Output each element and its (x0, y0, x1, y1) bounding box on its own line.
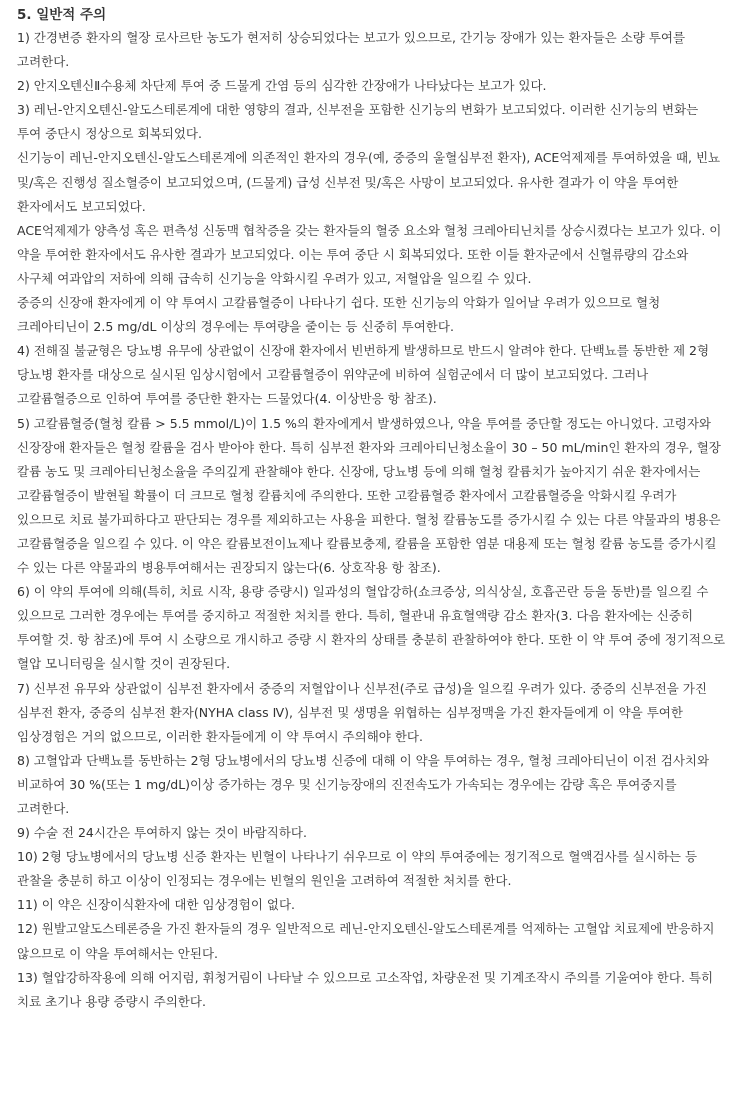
paragraph-7-heart-failure: 7) 신부전 유무와 상관없이 심부전 환자에서 중증의 저혈압이나 신부전(주로 급성)을 일으킬 우려가 있다. 중증의 신부전을 가진 심부전 환자, 중증의 심부전 환자(NYHA class Ⅳ), 심부전 및 생명을 위협하는 심부정맥을 가진 환자들에게 이 약을 투여한 임상경험은 거의 없으므로, 이러한 환자들에게 이 약 투여시 주의해야 한다. (17, 680, 707, 744)
paragraph-3-renal-artery-stenosis: ACE억제제가 양측성 혹은 편측성 신동맥 협착증을 갖는 환자들의 혈중 요소와 혈청 크레아티닌치를 상승시켰다는 보고가 있다. 이 약을 투여한 환자에서도 유사한 결과가 보고되었다. 이는 투여 중단 시 회복되었다. 또한 이들 환자군에서 신혈류량의 감소와 사구체 여과압의 저하에 의해 급속히 신기능을 악화시킬 우려가 있고, 저혈압을 일으킬 수 있다. (17, 222, 722, 286)
paragraph-3-raas-dependent: 신기능이 레닌-안지오텐신-알도스테론계에 의존적인 환자의 경우(예, 중증의 울혈심부전 환자), ACE억제제를 투여하였을 때, 빈뇨 및/혹은 진행성 질소혈증이 보고되었으며, (드물게) 급성 신부전 및/혹은 사망이 보고되었다. 유사한 결과가 이 약을 투여한 환자에서도 보고되었다. (17, 150, 721, 214)
paragraph-2-liver-injury: 2) 안지오텐신Ⅱ수용체 차단제 투여 중 드물게 간염 등의 심각한 간장애가 나타났다는 보고가 있다. (17, 78, 547, 94)
paragraph-9-surgery: 9) 수술 전 24시간은 투여하지 않는 것이 바람직하다. (17, 825, 307, 841)
paragraph-11-transplant: 11) 이 약은 신장이식환자에 대한 임상경험이 없다. (17, 897, 296, 913)
section-heading: 5. 일반적 주의 (17, 7, 107, 23)
paragraph-6-hypotension: 6) 이 약의 투여에 의해(특히, 치료 시작, 용량 증량시) 일과성의 혈압강하(쇼크증상, 의식상실, 호흡곤란 등을 동반)를 일으킬 수 있으므로 그러한 경우에는 투여를 중지하고 적절한 처치를 한다. 특히, 혈관내 유효혈액량 감소 환자(3. 다음 환자에는 신중히 투여할 것. 항 참조)에 투여 시 소량으로 개시하고 증량 시 환자의 상태를 충분히 관찰하여야 한다. 또한 이 약 투여 중에 정기적으로 혈압 모니터링을 실시할 것이 권장된다. (17, 584, 726, 672)
paragraph-4-electrolyte: 4) 전해질 불균형은 당뇨병 유무에 상관없이 신장애 환자에서 빈번하게 발생하므로 반드시 알려야 한다. 단백뇨를 동반한 제 2형 당뇨병 환자를 대상으로 실시된 임상시험에서 고칼륨혈증이 위약군에 비하여 실험군에서 더 많이 보고되었다. 그러나 고칼륨혈증으로 인하여 투여를 중단한 환자는 드물었다(4. 이상반응 항 참조). (17, 343, 710, 407)
paragraph-13-dizziness: 13) 혈압강하작용에 의해 어지럼, 휘청거림이 나타날 수 있으므로 고소작업, 차량운전 및 기계조작시 주의를 기울여야 한다. 특히 치료 초기나 용량 증량시 주의한다. (17, 969, 714, 1009)
paragraph-10-anemia: 10) 2형 당뇨병에서의 당뇨병 신증 환자는 빈혈이 나타나기 쉬우므로 이 약의 투여중에는 정기적으로 혈액검사를 실시하는 등 관찰을 충분히 하고 이상이 인정되는 경우에는 빈혈의 원인을 고려하여 적절한 처치를 한다. (17, 849, 698, 889)
paragraph-8-diabetic-nephropathy: 8) 고혈압과 단백뇨를 동반하는 2형 당뇨병에서의 당뇨병 신증에 대해 이 약을 투여하는 경우, 혈청 크레아티닌이 이전 검사치와 비교하여 30 %(또는 1 mg/dL)이상 증가하는 경우 및 신기능장애의 진전속도가 가속되는 경우에는 감량 혹은 투여중지를 고려한다. (17, 752, 710, 816)
paragraph-1-hepatic: 1) 간경변증 환자의 혈장 로사르탄 농도가 현저히 상승되었다는 보고가 있으므로, 간기능 장애가 있는 환자들은 소량 투여를 고려한다. (17, 30, 686, 70)
paragraph-3-severe-renal-impairment: 중증의 신장애 환자에게 이 약 투여시 고칼륨혈증이 나타나기 쉽다. 또한 신기능의 악화가 일어날 우려가 있으므로 혈청 크레아티닌이 2.5 mg/dL 이상의 경우에는 투여량을 줄이는 등 신중히 투여한다. (17, 295, 661, 335)
paragraph-5-hyperkalemia: 5) 고칼륨혈증(혈청 칼륨 > 5.5 mmol/L)이 1.5 %의 환자에게서 발생하였으나, 약을 투여를 중단할 정도는 아니었다. 고령자와 신장장애 환자들은 혈청 칼륨을 검사 받아야 한다. 특히 심부전 환자와 크레아티닌청소율이 30 – 50 mL/min인 환자의 경우, 혈장 칼륨 농도 및 크레아티닌청소율을 주의깊게 관찰해야 한다. 신장애, 당뇨병 등에 의해 혈청 칼륨치가 높아지기 쉬운 환자에서는 고칼륨혈증이 발현될 확률이 더 크므로 혈청 칼륨치에 주의한다. 또한 고칼륨혈증 환자에서 고칼륨혈증을 악화시킬 우려가 있으므로 치료 불가피하다고 판단되는 경우를 제외하고는 사용을 피한다. 혈청 칼륨농도를 증가시킬 수 있는 다른 약물과의 병용은 고칼륨혈증을 일으킬 수 있다. 이 약은 칼륨보전이뇨제나 칼륨보충제, 칼륨을 포함한 염분 대용제 또는 혈청 칼륨 농도를 증가시킬 수 있는 다른 약물과의 병용투여해서는 권장되지 않는다(6. 상호작용 항 참조). (17, 415, 721, 576)
paragraph-12-aldosteronism: 12) 원발고알도스테론증을 가진 환자들의 경우 일반적으로 레닌-안지오텐신-알도스테론계를 억제하는 고혈압 치료제에 반응하지 않으므로 이 약을 투여해서는 안된다. (17, 921, 715, 961)
paragraph-3-renal-function: 3) 레닌-안지오텐신-알도스테론계에 대한 영향의 결과, 신부전을 포함한 신기능의 변화가 보고되었다. 이러한 신기능의 변화는 투여 중단시 정상으로 회복되었다. (17, 102, 699, 142)
